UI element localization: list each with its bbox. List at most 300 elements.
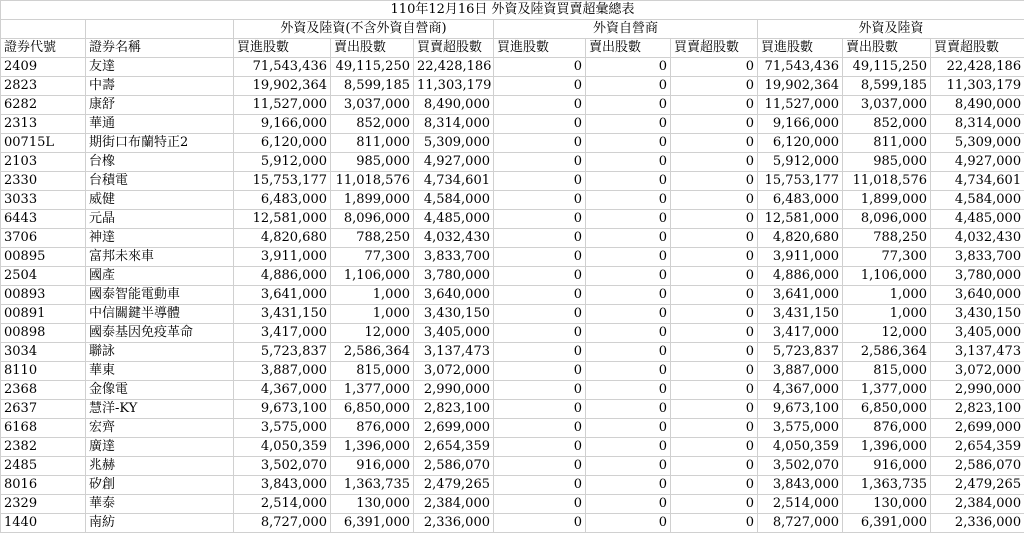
- cell-share-count: 4,584,000: [414, 191, 494, 210]
- cell-share-count: 0: [586, 495, 671, 514]
- cell-share-count: 0: [586, 134, 671, 153]
- table-row: [1, 400, 1024, 419]
- cell-share-count: 1,000: [331, 305, 414, 324]
- cell-share-count: 3,641,000: [234, 286, 331, 305]
- cell-share-count: 0: [586, 438, 671, 457]
- cell-share-count: 0: [494, 495, 586, 514]
- cell-share-count: 0: [671, 77, 758, 96]
- cell-security-name: 神達: [86, 229, 234, 248]
- cell-security-code: 6282: [1, 96, 86, 115]
- cell-share-count: 3,405,000: [414, 324, 494, 343]
- cell-security-code: 2637: [1, 400, 86, 419]
- cell-share-count: 3,037,000: [843, 96, 931, 115]
- column-header-net-shares: 買賣超股數: [931, 39, 1024, 58]
- cell-share-count: 0: [671, 343, 758, 362]
- cell-security-name: 慧洋-KY: [86, 400, 234, 419]
- group-header-foreign-ex-dealer: 外資及陸資(不含外資自營商): [234, 20, 494, 39]
- cell-share-count: 3,137,473: [414, 343, 494, 362]
- cell-share-count: 2,990,000: [414, 381, 494, 400]
- cell-share-count: 12,581,000: [234, 210, 331, 229]
- cell-security-name: 中壽: [86, 77, 234, 96]
- column-header-net-shares: 買賣超股數: [414, 39, 494, 58]
- table-row: [1, 495, 1024, 514]
- table-row: [1, 191, 1024, 210]
- cell-share-count: 0: [586, 248, 671, 267]
- cell-share-count: 4,050,359: [758, 438, 843, 457]
- cell-share-count: 0: [671, 495, 758, 514]
- cell-share-count: 0: [586, 381, 671, 400]
- cell-share-count: 1,000: [331, 286, 414, 305]
- cell-share-count: 5,309,000: [414, 134, 494, 153]
- cell-share-count: 0: [586, 267, 671, 286]
- cell-security-code: 2409: [1, 58, 86, 77]
- cell-share-count: 0: [586, 400, 671, 419]
- cell-share-count: 6,483,000: [758, 191, 843, 210]
- cell-share-count: 0: [586, 305, 671, 324]
- cell-share-count: 0: [671, 438, 758, 457]
- cell-security-code: 2823: [1, 77, 86, 96]
- cell-share-count: 0: [494, 476, 586, 495]
- table-row: [1, 134, 1024, 153]
- cell-security-code: 2382: [1, 438, 86, 457]
- cell-security-name: 康舒: [86, 96, 234, 115]
- cell-share-count: 0: [671, 267, 758, 286]
- cell-share-count: 8,490,000: [414, 96, 494, 115]
- cell-share-count: 3,072,000: [414, 362, 494, 381]
- cell-share-count: 3,430,150: [414, 305, 494, 324]
- cell-share-count: 788,250: [331, 229, 414, 248]
- cell-security-name: 聯詠: [86, 343, 234, 362]
- cell-share-count: 2,654,359: [931, 438, 1024, 457]
- cell-share-count: 0: [494, 191, 586, 210]
- cell-share-count: 0: [586, 229, 671, 248]
- cell-share-count: 0: [586, 514, 671, 533]
- cell-security-name: 台橡: [86, 153, 234, 172]
- cell-share-count: 9,673,100: [758, 400, 843, 419]
- column-header-buy-shares: 買進股數: [758, 39, 843, 58]
- cell-share-count: 0: [494, 210, 586, 229]
- cell-security-code: 2485: [1, 457, 86, 476]
- cell-share-count: 2,384,000: [931, 495, 1024, 514]
- cell-share-count: 0: [494, 362, 586, 381]
- cell-share-count: 2,514,000: [758, 495, 843, 514]
- cell-share-count: 15,753,177: [234, 172, 331, 191]
- cell-share-count: 815,000: [331, 362, 414, 381]
- cell-share-count: 4,927,000: [931, 153, 1024, 172]
- cell-share-count: 2,586,070: [414, 457, 494, 476]
- cell-share-count: 8,096,000: [843, 210, 931, 229]
- cell-share-count: 2,823,100: [414, 400, 494, 419]
- cell-security-name: 友達: [86, 58, 234, 77]
- cell-share-count: 815,000: [843, 362, 931, 381]
- cell-share-count: 0: [586, 324, 671, 343]
- cell-security-code: 00898: [1, 324, 86, 343]
- page-title: 110年12月16日 外資及陸資買賣超彙總表: [1, 1, 1024, 20]
- cell-share-count: 2,479,265: [931, 476, 1024, 495]
- cell-share-count: 9,673,100: [234, 400, 331, 419]
- cell-share-count: 0: [586, 58, 671, 77]
- cell-share-count: 8,599,185: [843, 77, 931, 96]
- cell-security-code: 8016: [1, 476, 86, 495]
- cell-share-count: 876,000: [331, 419, 414, 438]
- cell-share-count: 3,887,000: [234, 362, 331, 381]
- cell-share-count: 3,887,000: [758, 362, 843, 381]
- cell-share-count: 4,367,000: [758, 381, 843, 400]
- cell-share-count: 0: [671, 381, 758, 400]
- cell-share-count: 1,000: [843, 305, 931, 324]
- cell-share-count: 3,430,150: [931, 305, 1024, 324]
- cell-share-count: 0: [494, 419, 586, 438]
- cell-share-count: 3,575,000: [234, 419, 331, 438]
- cell-share-count: 2,654,359: [414, 438, 494, 457]
- table-row: [1, 476, 1024, 495]
- column-header-sell-shares: 賣出股數: [331, 39, 414, 58]
- table-row: [1, 248, 1024, 267]
- cell-security-code: 2103: [1, 153, 86, 172]
- group-header-foreign-dealer: 外資自營商: [494, 20, 758, 39]
- cell-share-count: 3,575,000: [758, 419, 843, 438]
- cell-security-name: 台積電: [86, 172, 234, 191]
- cell-share-count: 4,886,000: [758, 267, 843, 286]
- cell-share-count: 3,640,000: [931, 286, 1024, 305]
- cell-security-name: 國泰基因免疫革命: [86, 324, 234, 343]
- cell-share-count: 852,000: [331, 115, 414, 134]
- cell-share-count: 3,780,000: [414, 267, 494, 286]
- cell-share-count: 0: [494, 305, 586, 324]
- cell-share-count: 4,050,359: [234, 438, 331, 457]
- cell-share-count: 0: [494, 457, 586, 476]
- cell-share-count: 6,850,000: [843, 400, 931, 419]
- cell-share-count: 19,902,364: [758, 77, 843, 96]
- cell-share-count: 0: [586, 457, 671, 476]
- cell-share-count: 12,000: [843, 324, 931, 343]
- cell-share-count: 8,096,000: [331, 210, 414, 229]
- cell-share-count: 8,314,000: [931, 115, 1024, 134]
- cell-security-code: 00895: [1, 248, 86, 267]
- cell-security-code: 00891: [1, 305, 86, 324]
- cell-share-count: 788,250: [843, 229, 931, 248]
- cell-share-count: 0: [494, 96, 586, 115]
- cell-security-name: 國產: [86, 267, 234, 286]
- cell-share-count: 3,037,000: [331, 96, 414, 115]
- cell-share-count: 2,699,000: [931, 419, 1024, 438]
- cell-share-count: 0: [586, 362, 671, 381]
- column-header-row: [1, 39, 1024, 58]
- cell-share-count: 5,309,000: [931, 134, 1024, 153]
- cell-security-name: 廣達: [86, 438, 234, 457]
- cell-share-count: 0: [671, 191, 758, 210]
- cell-share-count: 0: [671, 286, 758, 305]
- cell-share-count: 1,377,000: [843, 381, 931, 400]
- column-header-buy-shares: 買進股數: [494, 39, 586, 58]
- table-row: [1, 77, 1024, 96]
- cell-security-code: 2368: [1, 381, 86, 400]
- cell-share-count: 0: [586, 77, 671, 96]
- cell-share-count: 0: [586, 286, 671, 305]
- cell-share-count: 1,000: [843, 286, 931, 305]
- cell-share-count: 22,428,186: [931, 58, 1024, 77]
- cell-share-count: 0: [494, 324, 586, 343]
- table-row: [1, 153, 1024, 172]
- cell-share-count: 6,120,000: [234, 134, 331, 153]
- table-row: [1, 286, 1024, 305]
- cell-share-count: 4,485,000: [931, 210, 1024, 229]
- cell-share-count: 811,000: [843, 134, 931, 153]
- cell-share-count: 8,727,000: [234, 514, 331, 533]
- cell-security-name: 華東: [86, 362, 234, 381]
- cell-share-count: 0: [494, 115, 586, 134]
- cell-share-count: 4,032,430: [414, 229, 494, 248]
- cell-share-count: 0: [586, 172, 671, 191]
- cell-share-count: 1,377,000: [331, 381, 414, 400]
- cell-share-count: 130,000: [843, 495, 931, 514]
- cell-share-count: 0: [494, 438, 586, 457]
- cell-share-count: 3,137,473: [931, 343, 1024, 362]
- cell-share-count: 985,000: [331, 153, 414, 172]
- cell-share-count: 4,820,680: [234, 229, 331, 248]
- cell-share-count: 0: [671, 324, 758, 343]
- cell-share-count: 0: [586, 210, 671, 229]
- table-row: [1, 96, 1024, 115]
- cell-share-count: 6,391,000: [843, 514, 931, 533]
- table-row: [1, 324, 1024, 343]
- cell-security-name: 期街口布蘭特正2: [86, 134, 234, 153]
- group-header-empty-name: [86, 20, 234, 39]
- cell-share-count: 0: [671, 305, 758, 324]
- cell-share-count: 0: [671, 115, 758, 134]
- cell-security-name: 元晶: [86, 210, 234, 229]
- cell-share-count: 77,300: [843, 248, 931, 267]
- cell-share-count: 4,734,601: [414, 172, 494, 191]
- cell-share-count: 0: [586, 153, 671, 172]
- cell-share-count: 2,990,000: [931, 381, 1024, 400]
- title-row: [1, 1, 1024, 20]
- cell-share-count: 0: [671, 58, 758, 77]
- cell-share-count: 0: [494, 286, 586, 305]
- group-header-empty-code: [1, 20, 86, 39]
- cell-share-count: 0: [494, 400, 586, 419]
- cell-share-count: 130,000: [331, 495, 414, 514]
- cell-security-name: 威健: [86, 191, 234, 210]
- cell-share-count: 3,911,000: [234, 248, 331, 267]
- cell-share-count: 9,166,000: [758, 115, 843, 134]
- cell-share-count: 6,483,000: [234, 191, 331, 210]
- cell-share-count: 12,581,000: [758, 210, 843, 229]
- column-header-sell-shares: 賣出股數: [586, 39, 671, 58]
- cell-share-count: 0: [494, 514, 586, 533]
- cell-share-count: 2,823,100: [931, 400, 1024, 419]
- cell-share-count: 1,106,000: [843, 267, 931, 286]
- table-row: [1, 229, 1024, 248]
- cell-share-count: 71,543,436: [234, 58, 331, 77]
- cell-share-count: 2,586,070: [931, 457, 1024, 476]
- cell-share-count: 11,018,576: [331, 172, 414, 191]
- cell-share-count: 0: [671, 210, 758, 229]
- cell-share-count: 0: [586, 115, 671, 134]
- cell-security-code: 3034: [1, 343, 86, 362]
- cell-security-code: 2313: [1, 115, 86, 134]
- cell-share-count: 6,120,000: [758, 134, 843, 153]
- table-row: [1, 419, 1024, 438]
- cell-share-count: 0: [494, 248, 586, 267]
- cell-share-count: 4,734,601: [931, 172, 1024, 191]
- cell-share-count: 0: [494, 58, 586, 77]
- cell-security-code: 8110: [1, 362, 86, 381]
- cell-share-count: 4,032,430: [931, 229, 1024, 248]
- cell-share-count: 3,417,000: [758, 324, 843, 343]
- cell-share-count: 71,543,436: [758, 58, 843, 77]
- cell-share-count: 985,000: [843, 153, 931, 172]
- cell-share-count: 852,000: [843, 115, 931, 134]
- cell-share-count: 8,727,000: [758, 514, 843, 533]
- cell-share-count: 0: [671, 96, 758, 115]
- cell-share-count: 3,405,000: [931, 324, 1024, 343]
- cell-security-code: 1440: [1, 514, 86, 533]
- cell-share-count: 3,431,150: [234, 305, 331, 324]
- cell-share-count: 0: [494, 267, 586, 286]
- cell-security-name: 兆赫: [86, 457, 234, 476]
- cell-share-count: 2,699,000: [414, 419, 494, 438]
- cell-share-count: 3,911,000: [758, 248, 843, 267]
- table-row: [1, 381, 1024, 400]
- cell-share-count: 0: [671, 248, 758, 267]
- cell-share-count: 19,902,364: [234, 77, 331, 96]
- table-row: [1, 438, 1024, 457]
- table-row: [1, 457, 1024, 476]
- cell-share-count: 0: [494, 343, 586, 362]
- cell-share-count: 1,899,000: [843, 191, 931, 210]
- cell-share-count: 3,641,000: [758, 286, 843, 305]
- cell-share-count: 0: [586, 191, 671, 210]
- cell-share-count: 0: [494, 229, 586, 248]
- table-row: [1, 210, 1024, 229]
- cell-share-count: 8,490,000: [931, 96, 1024, 115]
- cell-security-name: 南紡: [86, 514, 234, 533]
- cell-share-count: 0: [586, 476, 671, 495]
- cell-share-count: 0: [586, 96, 671, 115]
- cell-security-name: 宏齊: [86, 419, 234, 438]
- cell-share-count: 15,753,177: [758, 172, 843, 191]
- cell-share-count: 3,780,000: [931, 267, 1024, 286]
- table-row: [1, 267, 1024, 286]
- cell-share-count: 11,527,000: [234, 96, 331, 115]
- cell-share-count: 5,723,837: [234, 343, 331, 362]
- cell-security-name: 華泰: [86, 495, 234, 514]
- cell-share-count: 0: [671, 172, 758, 191]
- cell-share-count: 3,072,000: [931, 362, 1024, 381]
- cell-security-code: 00893: [1, 286, 86, 305]
- cell-share-count: 11,018,576: [843, 172, 931, 191]
- cell-share-count: 2,479,265: [414, 476, 494, 495]
- cell-share-count: 0: [494, 381, 586, 400]
- cell-share-count: 0: [671, 514, 758, 533]
- cell-share-count: 916,000: [331, 457, 414, 476]
- table-row: [1, 305, 1024, 324]
- cell-share-count: 2,336,000: [414, 514, 494, 533]
- cell-share-count: 0: [671, 457, 758, 476]
- cell-share-count: 77,300: [331, 248, 414, 267]
- table-row: [1, 58, 1024, 77]
- column-header-sell-shares: 賣出股數: [843, 39, 931, 58]
- cell-share-count: 0: [494, 153, 586, 172]
- table-row: [1, 362, 1024, 381]
- cell-security-code: 3033: [1, 191, 86, 210]
- cell-share-count: 2,586,364: [843, 343, 931, 362]
- cell-share-count: 0: [586, 419, 671, 438]
- cell-security-name: 中信關鍵半導體: [86, 305, 234, 324]
- cell-share-count: 4,367,000: [234, 381, 331, 400]
- cell-security-code: 3706: [1, 229, 86, 248]
- cell-share-count: 0: [494, 134, 586, 153]
- cell-share-count: 0: [671, 153, 758, 172]
- cell-security-code: 2504: [1, 267, 86, 286]
- cell-share-count: 0: [671, 362, 758, 381]
- cell-share-count: 0: [671, 419, 758, 438]
- column-header-security-name: 證券名稱: [86, 39, 234, 58]
- cell-share-count: 0: [586, 343, 671, 362]
- column-header-buy-shares: 買進股數: [234, 39, 331, 58]
- cell-share-count: 2,514,000: [234, 495, 331, 514]
- cell-share-count: 3,640,000: [414, 286, 494, 305]
- cell-share-count: 11,303,179: [414, 77, 494, 96]
- cell-share-count: 6,391,000: [331, 514, 414, 533]
- cell-share-count: 876,000: [843, 419, 931, 438]
- cell-share-count: 4,584,000: [931, 191, 1024, 210]
- cell-security-code: 2329: [1, 495, 86, 514]
- cell-share-count: 1,396,000: [331, 438, 414, 457]
- cell-security-name: 華通: [86, 115, 234, 134]
- cell-share-count: 3,833,700: [414, 248, 494, 267]
- cell-share-count: 4,886,000: [234, 267, 331, 286]
- cell-share-count: 3,843,000: [758, 476, 843, 495]
- cell-share-count: 8,314,000: [414, 115, 494, 134]
- cell-security-code: 2330: [1, 172, 86, 191]
- cell-share-count: 5,723,837: [758, 343, 843, 362]
- cell-share-count: 0: [494, 77, 586, 96]
- cell-share-count: 11,527,000: [758, 96, 843, 115]
- table-row: [1, 514, 1024, 533]
- cell-share-count: 49,115,250: [331, 58, 414, 77]
- cell-share-count: 49,115,250: [843, 58, 931, 77]
- cell-share-count: 1,899,000: [331, 191, 414, 210]
- cell-security-name: 富邦未來車: [86, 248, 234, 267]
- cell-security-name: 金像電: [86, 381, 234, 400]
- table-row: [1, 172, 1024, 191]
- cell-share-count: 12,000: [331, 324, 414, 343]
- cell-share-count: 4,485,000: [414, 210, 494, 229]
- cell-share-count: 2,336,000: [931, 514, 1024, 533]
- cell-share-count: 5,912,000: [758, 153, 843, 172]
- cell-share-count: 3,843,000: [234, 476, 331, 495]
- cell-share-count: 2,384,000: [414, 495, 494, 514]
- cell-share-count: 916,000: [843, 457, 931, 476]
- column-header-security-code: 證券代號: [1, 39, 86, 58]
- cell-share-count: 11,303,179: [931, 77, 1024, 96]
- cell-share-count: 0: [671, 229, 758, 248]
- cell-share-count: 1,363,735: [331, 476, 414, 495]
- cell-share-count: 0: [671, 476, 758, 495]
- cell-security-code: 6443: [1, 210, 86, 229]
- cell-security-code: 00715L: [1, 134, 86, 153]
- table-row: [1, 343, 1024, 362]
- cell-share-count: 8,599,185: [331, 77, 414, 96]
- cell-share-count: 3,431,150: [758, 305, 843, 324]
- cell-security-name: 矽創: [86, 476, 234, 495]
- table-row: [1, 115, 1024, 134]
- cell-share-count: 6,850,000: [331, 400, 414, 419]
- cell-share-count: 3,417,000: [234, 324, 331, 343]
- cell-share-count: 1,396,000: [843, 438, 931, 457]
